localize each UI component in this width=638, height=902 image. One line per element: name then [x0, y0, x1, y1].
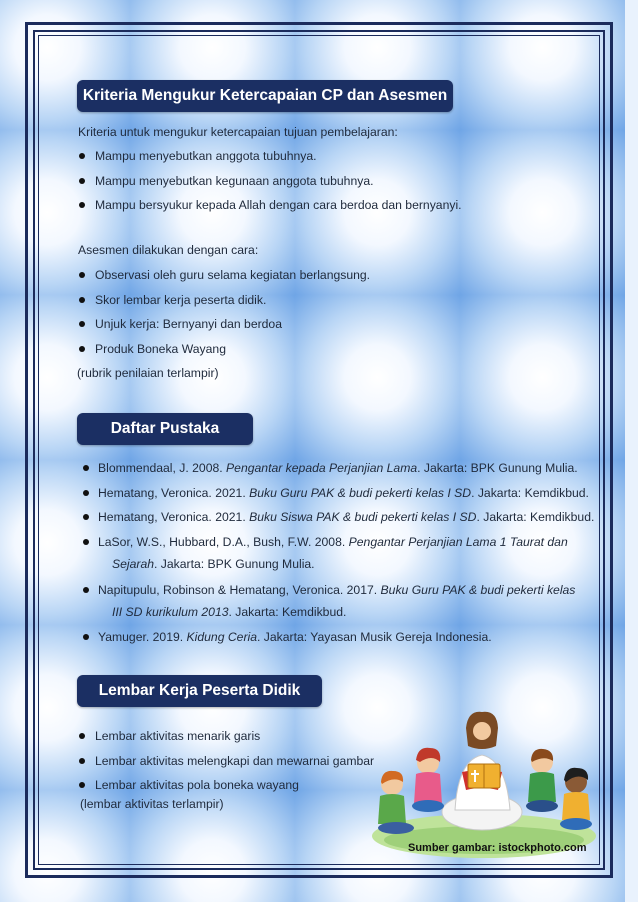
criteria-intro: Kriteria untuk mengukur ketercapaian tujuan pembelajaran: — [78, 125, 398, 139]
reference-item: Napitupulu, Robinson & Hematang, Veronica. 2017. Buku Guru PAK & budi pekerti kelas — [98, 583, 576, 597]
reference-item: LaSor, W.S., Hubbard, D.A., Bush, F.W. 2008. Pengantar Perjanjian Lama 1 Taurat dan — [98, 535, 568, 549]
bullet-icon — [83, 490, 89, 496]
bullet-icon — [79, 178, 85, 184]
bullet-icon — [83, 465, 89, 471]
reference-item: Blommendaal, J. 2008. Pengantar kepada Perjanjian Lama. Jakarta: BPK Gunung Mulia. — [98, 461, 578, 475]
section-heading-worksheet: Lembar Kerja Peserta Didik — [77, 675, 322, 707]
list-item: Observasi oleh guru selama kegiatan berlangsung. — [95, 268, 371, 282]
list-item: Skor lembar kerja peserta didik. — [95, 293, 267, 307]
jesus-with-children-illustration — [370, 700, 598, 860]
list-item: Produk Boneka Wayang — [95, 342, 226, 356]
bullet-icon — [79, 782, 85, 788]
worksheet-note: (lembar aktivitas terlampir) — [80, 797, 224, 811]
bullet-icon — [79, 272, 85, 278]
list-item: Mampu menyebutkan kegunaan anggota tubuhnya. — [95, 174, 374, 188]
reference-item-continued: III SD kurikulum 2013. Jakarta: Kemdikbud. — [112, 605, 347, 619]
bullet-icon — [79, 153, 85, 159]
bullet-icon — [79, 202, 85, 208]
reference-item-continued: Sejarah. Jakarta: BPK Gunung Mulia. — [112, 557, 315, 571]
reference-item: Hematang, Veronica. 2021. Buku Guru PAK & budi pekerti kelas I SD. Jakarta: Kemdikbud. — [98, 486, 589, 500]
list-item: Lembar aktivitas menarik garis — [95, 729, 261, 743]
bullet-icon — [79, 346, 85, 352]
list-item: Mampu menyebutkan anggota tubuhnya. — [95, 149, 317, 163]
list-item: Lembar aktivitas pola boneka wayang — [95, 778, 299, 792]
section-heading-references: Daftar Pustaka — [77, 413, 253, 445]
image-credit: Sumber gambar: istockphoto.com — [408, 842, 587, 854]
bullet-icon — [83, 587, 89, 593]
bullet-icon — [79, 758, 85, 764]
bullet-icon — [79, 321, 85, 327]
list-item: Unjuk kerja: Bernyanyi dan berdoa — [95, 317, 282, 331]
bullet-icon — [79, 297, 85, 303]
reference-item: Yamuger. 2019. Kidung Ceria. Jakarta: Yayasan Musik Gereja Indonesia. — [98, 630, 492, 644]
bullet-icon — [83, 634, 89, 640]
list-item: Lembar aktivitas melengkapi dan mewarnai gambar — [95, 754, 375, 768]
bullet-icon — [83, 539, 89, 545]
list-item: Mampu bersyukur kepada Allah dengan cara berdoa dan bernyanyi. — [95, 198, 462, 212]
bullet-icon — [79, 733, 85, 739]
rubric-note: (rubrik penilaian terlampir) — [77, 366, 219, 380]
section-heading-criteria: Kriteria Mengukur Ketercapaian CP dan Asesmen — [77, 80, 453, 112]
reference-item: Hematang, Veronica. 2021. Buku Siswa PAK & budi pekerti kelas I SD. Jakarta: Kemdikbud. — [98, 510, 595, 524]
assessment-intro: Asesmen dilakukan dengan cara: — [78, 243, 259, 257]
bullet-icon — [83, 514, 89, 520]
